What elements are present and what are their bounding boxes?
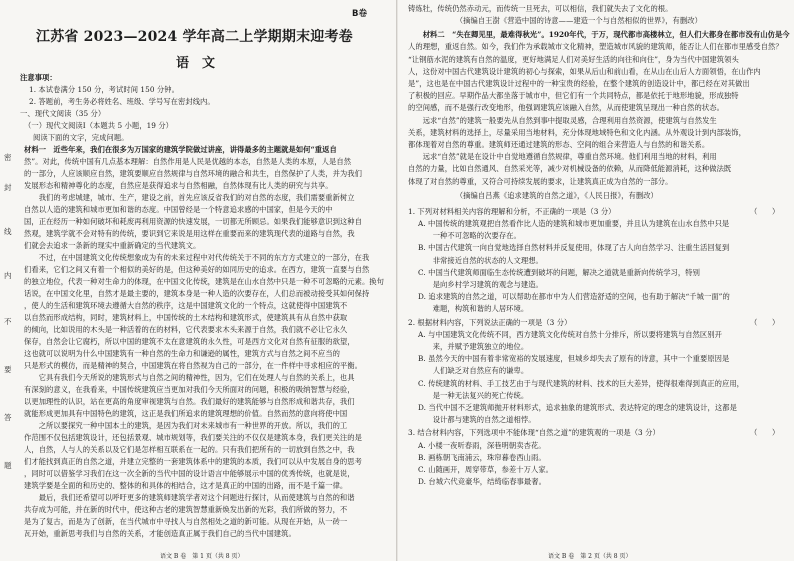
passage-line: 话说，在中国文化里，自然才是最主要的，建筑本身是一种人造的次要存在，人们总而被动接受其如何保持 bbox=[24, 289, 370, 298]
question-stem: 1. 下列对材料相关内容的理解和分析，不正确的一项是（3 分） bbox=[408, 206, 616, 216]
answer-option: C. 山随画开，周穿带草，参差十万人家。 bbox=[418, 465, 554, 474]
passage-line: 都体现着对自然的尊重。建筑师还通过建筑的形态、空间的组合来营造人与自然的和谐关系。 bbox=[408, 140, 710, 149]
passage-line: 远求“自然”就是在设计中自觉地遵循自然规律，尊重自然环境。他们利用当地的材料，利用 bbox=[408, 152, 717, 162]
answer-bracket: （ ） bbox=[750, 428, 780, 438]
passage-line: 自然的力量，比如自然通风、自然采光等，减少对机械设备的依赖，从而降低能源消耗，这种做法既 bbox=[408, 164, 732, 174]
passage-line: 材料一 近些年来，我们在很多为万国家的建筑学院做过讲座，讲得最多的主题就是如何“重返自 bbox=[24, 145, 337, 154]
answer-bracket: （ ） bbox=[750, 317, 780, 327]
answer-option: C. 中国当代建筑师面临生态传统遭到破坏的问题，解决之道就是重新向传统学习，特别 bbox=[418, 267, 700, 277]
answer-option: D. 台城六代竞豪华，结绮临春事最奢。 bbox=[418, 477, 546, 487]
passage-line: 保存，自然会让它腐朽，所以中国的建筑不太在意建筑的永久性，可是西方文化对自然有征服的欲望， bbox=[24, 337, 355, 346]
passage-line: 我们的考虑城建，城市、生产，建设之前，首先应该反省我们的对自然的态度，我们需要重新树立 bbox=[24, 193, 355, 202]
note-item: 2. 答题前，考生务必将姓名、班级、学号写在密封线内。 bbox=[29, 97, 215, 106]
answer-option: B. 虽然今天的中国有着非常宽裕的发展速度，但城乡却失去了原有的诗意，其中一个重要原因是 bbox=[418, 354, 730, 364]
answer-option: 设计都与建筑的自然之道相悖。 bbox=[418, 415, 536, 425]
answer-option: 是向乡村学习建筑的观念与建造。 bbox=[418, 280, 543, 289]
reading-instruction: 阅读下面的文字，完成问题。 bbox=[33, 133, 129, 142]
passage-line: ，使人的生活和建筑环境去遵循大自然的秩序，这是中国建筑文化的一个特点，这就使得中国建筑不 bbox=[24, 301, 348, 310]
answer-option: A. 中国传统的建筑观把自然看作比人造的建筑和城市更加重要，并且认为建筑在山水自然中只是 bbox=[418, 219, 730, 228]
answer-option: A. 小楼一夜听春雨，深巷明朝卖杏花。 bbox=[418, 440, 546, 450]
passage-line: 自然以人造的建筑和城市更加和谐的态度。中国曾经是一个特意追求感的中国家，但是今天的中 bbox=[24, 205, 333, 214]
passage-line: 人，这份对中国古代建筑设计建筑的初心与探索，如果从后山和前山看，在从山在山后人方面领悟，在山作内 bbox=[408, 66, 761, 76]
binding-mark: 线 bbox=[4, 227, 12, 236]
subsection-heading: （一）现代文阅读Ⅰ（本题共 5 小题，19 分） bbox=[24, 121, 174, 130]
passage-line: 之所以要探究一种中国本土的建筑，是因为我们对未来城市有一种世界的开放。所以，我们的工 bbox=[24, 421, 348, 430]
passage-line: 国，正在经历一种如何破坏和耗废再利用资源的快速发展，一切都无所顾忌。如果我们能够意识到这种自 bbox=[24, 217, 362, 226]
passage-line: 的空间感，而不是强行改变地形，他强调建筑应该融入自然，从而使建筑呈现出一种自然的状态。 bbox=[408, 103, 724, 113]
passage-line: 作范围不仅包括建筑设计，还包括景观、城市规划等，我们要关注的不仅仅是建筑本身，我们更关注的是 bbox=[24, 433, 362, 442]
passage-line: 就能形成更加具有中国特色的建筑，这正是我们所追求的建筑理想的价值。自然而然的意向将使中国 bbox=[24, 409, 348, 418]
passage-line: 的一部分，人应该顺应自然，建筑要顺应自然规律与自然环境的融合和共生，自然保护了人类，并为我们 bbox=[24, 169, 362, 178]
answer-option: 非常接近自然的状态的人文理想。 bbox=[418, 255, 543, 265]
passage-line: 然观，建筑学就不会对特有的传统，要识到它来说是用这样在重要而来的建筑现代表的道路与自然，我 bbox=[24, 229, 355, 238]
binding-mark: 答 bbox=[4, 413, 12, 422]
passage-line: 建筑学要是全面的和历史的、整体的和具体的相结合，这才是真正的中国的出路，而不是千篇一律。 bbox=[24, 481, 348, 490]
answer-option: D. 当代中国不乏建筑师抛开材料形式，追求抽象的建筑形式、表达特定的理念的建筑设计，这都是 bbox=[418, 403, 737, 412]
binding-mark: 封 bbox=[4, 183, 12, 192]
passage-line: 材料二 “失在卿见里，最难得秋光”。1920年代，于万，现代都市高楼林立，但人们大都身在都市没有山仿是今 bbox=[408, 30, 790, 40]
passage-line: 最后，我们还希望可以呼吁更多的建筑师建筑学者对这个问题进行探讨，从而使建筑与自然的和谐 bbox=[24, 493, 355, 502]
passage-line: 只是形式的模仿，而是精神的契合，中国建筑在将自然视为自己的一部分，在一件样中寻求相应的平衡。 bbox=[24, 361, 362, 370]
answer-option: B. 中国古代建筑一向自觉地选择自然材料并反复使用，体现了古人向自然学习、注重生活回复到 bbox=[418, 243, 730, 253]
passage-line: 们就会去追求一条新的现实中重新确定的当代建筑文。 bbox=[24, 241, 201, 250]
passage-line: （摘编自王澍《营造中国的诗意——建造一个与自然相似的世界》，有删改） bbox=[408, 16, 702, 26]
binding-mark: 密 bbox=[4, 153, 12, 162]
page-footer: 语文 B 卷 第 2 页（共 8 页） bbox=[548, 553, 632, 560]
passage-line: 了积极的回应。早期作品大都坐落于城市中，但它们有一个共同特点，都是依托于地形地貌，形成独特 bbox=[408, 91, 739, 101]
binding-mark: 题 bbox=[4, 461, 12, 470]
passage-line: 的倾向，比如说用的木头是一种活着的在的材料，它代表要求木头来源于自然，我们就不必让它永久 bbox=[24, 325, 348, 334]
notes-heading: 注意事项： bbox=[20, 73, 57, 82]
passage-line: 人，自然，人与人的关系以及它们是怎样相互联系在一起的。只有我们把所有的一切放到自然之中，我 bbox=[24, 445, 355, 454]
right-page bbox=[398, 0, 794, 561]
passage-line: 人的理想，重返自然。如今，我们作为承载城市文化精神，塑造城市风貌的建筑师，能否让人们在都市里感受自然？ bbox=[408, 42, 783, 52]
answer-option: C. 传统建筑的材料、手工技艺由于与现代建筑的材料、技术的巨大差异，使得很难得到真正的应用， bbox=[418, 378, 745, 388]
question-stem: 3. 结合材料内容，下列选项中不能体现“自然之道”的建筑观的一项是（3 分） bbox=[408, 428, 660, 438]
question-stem: 2. 根据材料内容，下列说法正确的一项是（3 分） bbox=[408, 317, 572, 327]
passage-line: 共存成为可能，并在新的时代中，使这种古老的建筑智慧重新焕发出新的光彩，我们所做的努力，不 bbox=[24, 505, 348, 514]
passage-line: 瓦开始，重新思考我们与自然的关系，才能创造真正属于我们自己的当代中国建筑。 bbox=[24, 529, 296, 538]
passage-line: 以自然而形成结构，同时，建筑材料上，中国传统的土木结构和建筑形式，使建筑具有从自然中获取 bbox=[24, 313, 348, 322]
passage-line: 这也就可以说明为什么中国建筑有一种自然的生命力和谦逊的属性，建筑方式与自然之间不应当的 bbox=[24, 349, 340, 358]
answer-option: 是一种无法复兴的死亡传统。 bbox=[418, 390, 529, 400]
passage-line: （摘编自吕燕《追求建筑的自然之道》，《人民日报》，有删改） bbox=[408, 190, 658, 200]
note-item: 1. 本试卷满分 150 分，考试时间 150 分钟。 bbox=[29, 85, 179, 94]
passage-line: “让钢筋水泥的建筑有自然的温度，更好地满足人们对美好生活的向往和向住”，身为当代中国建筑领头 bbox=[408, 54, 739, 64]
passage-line: 有深刻的意义，在我看来，中国传统建筑应当更加对我们今天所面对的问题，积极的吸纳智慧与经验， bbox=[24, 385, 355, 394]
passage-line: 们看来，它们之间又有着一个相似的美好的是，但这种美好的如同历史的追求。在西方，建筑一直要与自然 bbox=[24, 265, 370, 274]
answer-option: 人们缺乏对自然应有的谦卑。 bbox=[418, 366, 529, 376]
binding-mark: 内 bbox=[4, 271, 12, 280]
passage-line: 它具有我们今天所说的建筑形式与自然之间的精神性，因为，它们在处理人与自然的关系上，也具 bbox=[24, 373, 355, 382]
passage-line: ，同时可以借鉴学习我们在这一次全新的当代中国的设计语言中能够展示中国的优秀传统，也就是说， bbox=[24, 469, 355, 478]
binding-mark: 要 bbox=[4, 365, 12, 374]
answer-option: D. 追求建筑的自然之道，可以帮助在都市中为人们营造舒适的空间，也有助于解决“千城一面”的 bbox=[418, 292, 730, 302]
subject-title: 语 文 bbox=[176, 56, 216, 71]
answer-option: 来，并赋予建筑独立的地位。 bbox=[418, 342, 529, 351]
answer-bracket: （ ） bbox=[750, 206, 780, 216]
passage-line: 以更加理性的认识，站在更高的角度审视建筑与自然。我们最好的建筑能够与自然形成和谐共存，我们 bbox=[24, 397, 355, 406]
exam-title: 江苏省 2023—2024 学年高二上学期期末迎考卷 bbox=[36, 29, 353, 45]
paper-tag: B卷 bbox=[352, 9, 367, 19]
passage-line: 是为了复古，而是为了创新，在当代城市中寻找人与自然相处之道的新可能。从现在开始，从一砖一 bbox=[24, 517, 348, 526]
binding-mark: 不 bbox=[4, 317, 12, 326]
answer-option: B. 画栋朝飞南浦云，珠帘暮卷西山雨。 bbox=[418, 452, 546, 462]
passage-line: 发展形态和精神尊化的态度，自然应是获得追求与自然相融，自然体现有比人类的研究与共享。 bbox=[24, 181, 333, 190]
answer-option: 一种不可忽略的次要存在。 bbox=[418, 231, 521, 241]
passage-line: 关系，建筑材料的选择上，尽量采用当地材料，充分体现地域特色和文化内涵。从外观设计到内部装饰， bbox=[408, 127, 746, 137]
passage-line: 体现了对自然的尊重，又符合可持续发展的要求，让建筑真正成为自然的一部分。 bbox=[408, 176, 673, 186]
passage-line: 的独立地位，代表一种对生命力的体现，在中国文化传统，建筑是在山水自然中只是一种不可忽略的元素。换句 bbox=[24, 277, 384, 286]
passage-line: 们才能找到真正的自然之道，并建立完整的一套建筑体系中的建筑的本质，我们可以从中发展自身的思考 bbox=[24, 457, 362, 466]
passage-line: 是”，这也是在中国古代建筑设计过程中的一种宝贵的经验，在整个建筑的创造设计中，都已经在对其做出 bbox=[408, 79, 750, 88]
passage-line: 铸炼牡，传统仍然赤动元，而传统一旦死去，可以相信，我们就失去了文化的根。 bbox=[408, 4, 673, 13]
passage-line: 然”。对此，传统中国有几点基本理解：自然作用是人民是优越的本态，自然是人类的本原，人是自然 bbox=[24, 157, 352, 166]
passage-line: 不过，在中国建筑文化传统想象成为有的未来过程中对代传统关于不同的东方方式建立的一部分，在我 bbox=[24, 253, 370, 262]
passage-line: 远求“自然”的建筑一般要先从自然到事中提取灵感，合理利用自然资源，使建筑与自然发生 bbox=[408, 115, 717, 125]
answer-option: 难题，构筑和谐的人居环境。 bbox=[418, 304, 529, 314]
section-heading: 一、现代文阅读（35 分） bbox=[20, 109, 106, 118]
page-footer: 语文 B 卷 第 1 页（共 8 页） bbox=[160, 553, 244, 560]
answer-option: A. 与中国建筑文化传统不同，西方建筑文化传统对自然十分排斥，所以要将建筑与自然区别开 bbox=[418, 329, 722, 339]
